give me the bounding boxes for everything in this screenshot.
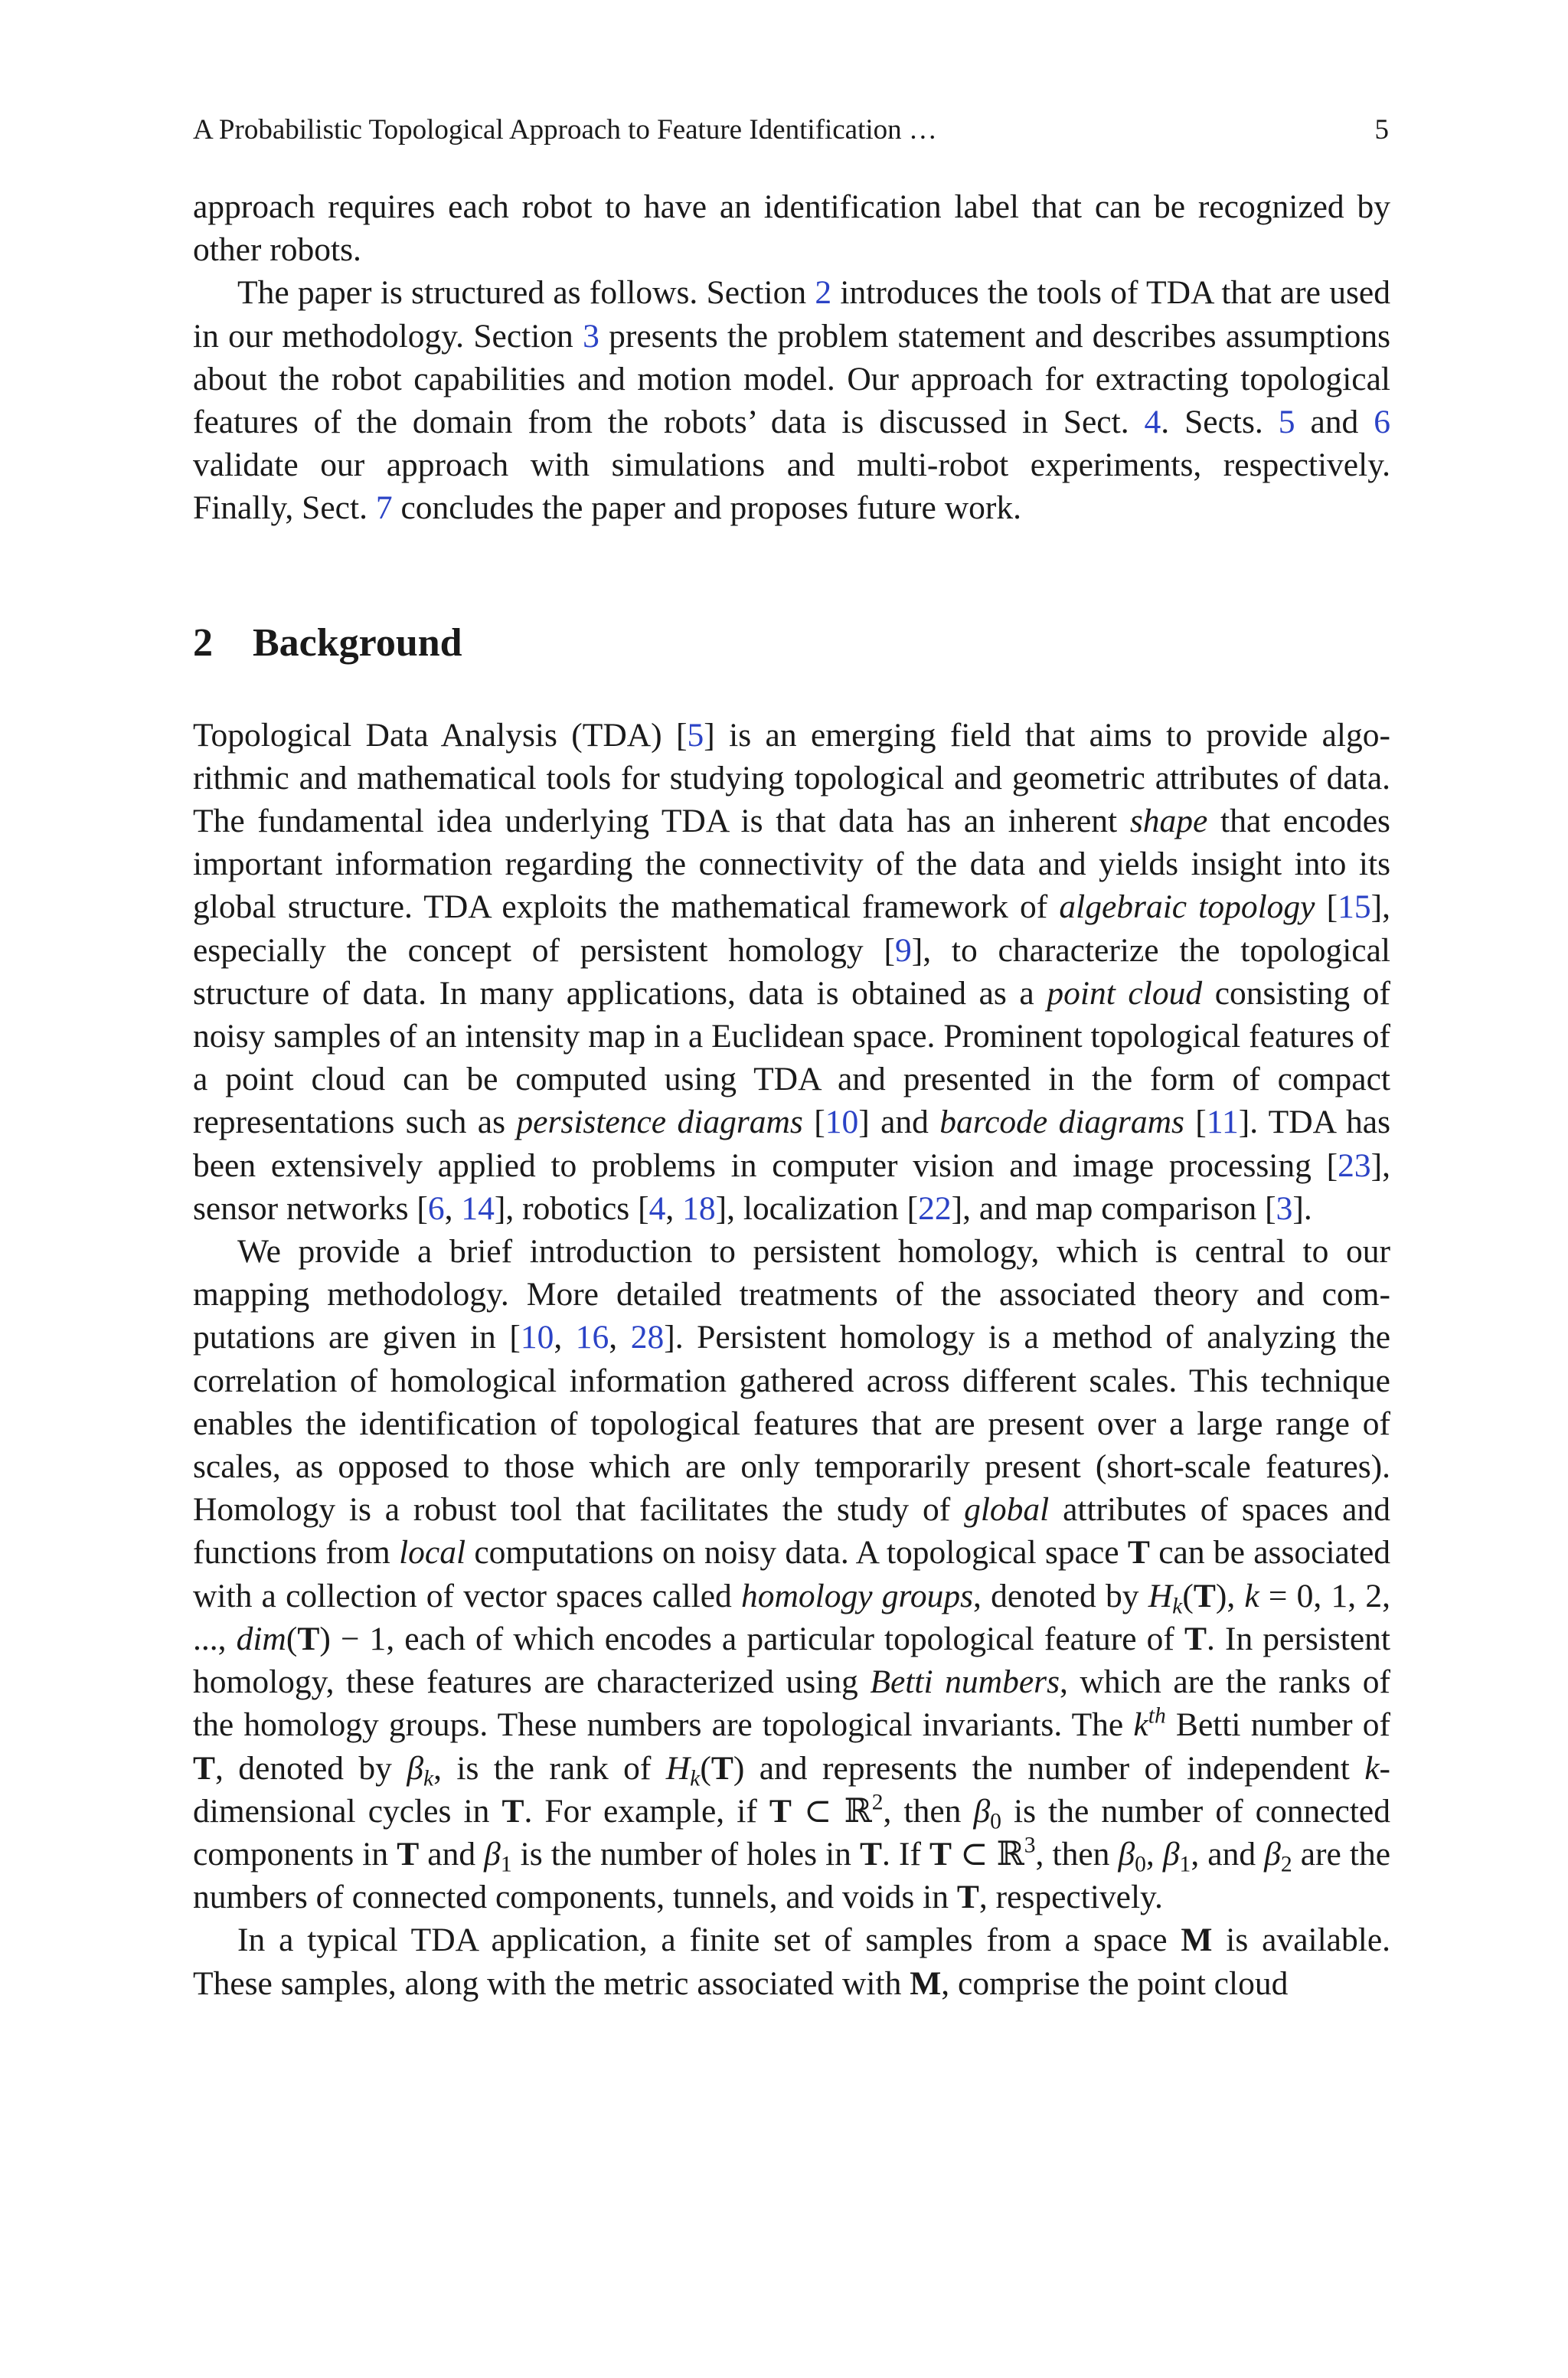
background-text	[193, 714, 1390, 2005]
section-ref-link[interactable]: 6	[1374, 404, 1391, 441]
intro-paragraph-1: approach requires each robot to have an identification label that can be recognized by other robots.	[193, 188, 1390, 269]
running-header	[193, 115, 1390, 146]
section-ref-link[interactable]: 4	[1144, 404, 1161, 441]
section-heading	[193, 620, 1390, 666]
citation-link[interactable]: 15	[1338, 888, 1371, 926]
citation-link[interactable]: 10	[825, 1104, 859, 1141]
section-number: 2	[193, 620, 213, 665]
citation-link[interactable]: 28	[630, 1319, 665, 1356]
intro-text	[193, 185, 1390, 530]
citation-link[interactable]: 5	[687, 716, 704, 754]
background-paragraph-3: In a typical TDA application, a finite set of samples from a space M is available. These samples, along with the metric associated with M, comprise the point cloud	[193, 1922, 1390, 2002]
page-number: 5	[1374, 114, 1389, 146]
citation-link[interactable]: 10	[520, 1319, 554, 1356]
citation-link[interactable]: 9	[894, 931, 912, 969]
background-paragraph-1: Topological Data Analysis (TDA) [5] is an emerging field that aims to provide algorithmic and mathematical tools for studying topological and geometric attributes of data. The fundamental idea underlying TDA is that data has an inherent shape that encodes important information regarding the connectivity of the data and yields insight into its global structure. TDA exploits the mathematical framework of algebraic topology [15], especially the concept of persistent homology [9], to characterize the topological structure of data. In many applications, data is obtained as a point cloud consisting of noisy samples of an intensity map in a Euclidean space. Prominent topological features of a point cloud can be computed using TDA and presented in the form of compact representations such as persistence diagrams [10] and barcode diagrams [11]. TDA has been extensively applied to problems in computer vision and image processing [23], sensor networks [6, 14], robotics [4, 18], localization [22], and map comparison [3].	[193, 716, 1391, 1227]
citation-link[interactable]: 6	[427, 1189, 445, 1227]
citation-link[interactable]: 23	[1338, 1146, 1371, 1184]
section-ref-link[interactable]: 3	[583, 317, 599, 355]
background-paragraph-2: We provide a brief introduction to persistent homology, which is central to our mapping methodology. More detailed treatments of the associated theory and computations are given in [10, 16, 28]. Persistent homology is a method of analyzing the correlation of homological information gathered across different scales. This technique enables the identification of topological features that are present over a large range of scales, as opposed to those which are only temporarily present (short-scale features). Homology is a robust tool that facilitates the study of global attributes of spaces and functions from local computations on noisy data. A topological space T can be associated with a collection of vector spaces called homology groups, denoted by $H_k(T)$, k = 0, 1, 2, ..., dim(T) − 1, each of which encodes a particular topological feature of T. In persistent homology, these features are characterized using Betti numbers, which are the ranks of the homology groups. These numbers are topological invariants. The $k^{th}$ Betti number of T, denoted by $\beta_k$, is the rank of $H_k(T)$ and represents the number of independent k-dimensional cycles in T. For example, if T ⊂ ℝ$^2$, then $\beta_0$ is the number of connected components in T and $\beta_1$ is the number of holes in T. If T ⊂ ℝ$^3$, then $\beta_0$, $\beta_1$, and $\beta_2$ are the numbers of connected components, tunnels, and voids in T, respectively.	[193, 1233, 1391, 1916]
intro-paragraph-2: The paper is structured as follows. Section 2 introduces the tools of TDA that are used in our methodology. Section 3 presents the problem statement and describes assumptions about the robot capabilities and motion model. Our approach for extracting topological features of the domain from the robots’ data is discussed in Sect. 4. Sects. 5 and 6 validate our approach with simulations and multi-robot experiments, respectively. Finally, Sect. 7 concludes the paper and proposes future work.	[193, 274, 1391, 527]
section-ref-link[interactable]: 5	[1278, 404, 1295, 441]
running-title: A Probabilistic Topological Approach to Feature Identification …	[193, 114, 937, 146]
citation-link[interactable]: 4	[648, 1189, 666, 1227]
paper-page	[193, 115, 1390, 2005]
citation-link[interactable]: 16	[575, 1319, 609, 1356]
citation-link[interactable]: 14	[461, 1189, 495, 1227]
section-ref-link[interactable]: 2	[815, 274, 832, 312]
section-ref-link[interactable]: 7	[375, 489, 393, 527]
section-title: Background	[253, 620, 462, 665]
citation-link[interactable]: 18	[682, 1189, 716, 1227]
citation-link[interactable]: 3	[1276, 1189, 1293, 1227]
citation-link[interactable]: 11	[1206, 1104, 1239, 1141]
citation-link[interactable]: 22	[918, 1189, 952, 1227]
